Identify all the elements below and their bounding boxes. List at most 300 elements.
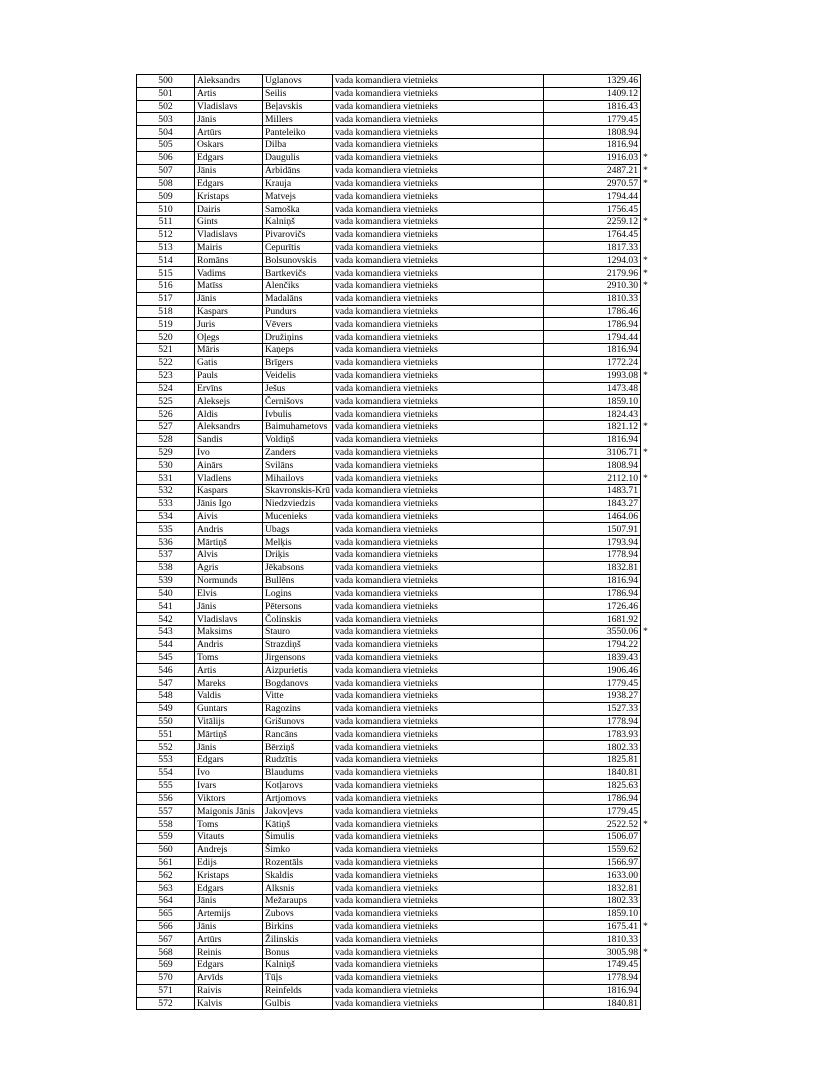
table-row (137, 702, 654, 715)
row-number-cell: 571 (137, 984, 195, 997)
asterisk-mark (641, 766, 654, 779)
amount-cell: 1794.44 (544, 190, 641, 203)
asterisk-mark: * (643, 152, 648, 164)
first-name-cell: Reinis (195, 946, 263, 959)
row-number-cell: 527 (137, 420, 195, 433)
amount-cell: 1808.94 (544, 459, 641, 472)
asterisk-mark (641, 139, 654, 152)
position-cell: vada komandiera vietnieks (333, 87, 544, 100)
last-name-cell: Kotļarovs (263, 779, 333, 792)
first-name-cell: Edgars (195, 754, 263, 767)
position-cell: vada komandiera vietnieks (333, 690, 544, 703)
amount-cell: 2487.21 (544, 164, 641, 177)
table-row (137, 920, 654, 933)
row-number-cell: 510 (137, 203, 195, 216)
table-row (137, 549, 654, 562)
first-name-cell: Edgars (195, 882, 263, 895)
asterisk-mark (641, 395, 654, 408)
first-name-cell: Matīss (195, 280, 263, 293)
amount-cell: 1483.71 (544, 485, 641, 498)
amount-cell: 1825.63 (544, 779, 641, 792)
asterisk-mark (641, 356, 654, 369)
row-number-cell: 558 (137, 818, 195, 831)
row-number-cell: 520 (137, 331, 195, 344)
position-cell: vada komandiera vietnieks (333, 843, 544, 856)
table-row (137, 241, 654, 254)
last-name-cell: Seilis (263, 87, 333, 100)
position-cell: vada komandiera vietnieks (333, 190, 544, 203)
last-name-cell: Rancāns (263, 728, 333, 741)
row-number-cell: 526 (137, 408, 195, 421)
table-row (137, 203, 654, 216)
position-cell: vada komandiera vietnieks (333, 241, 544, 254)
table-row (137, 882, 654, 895)
last-name-cell: Kātiņš (263, 818, 333, 831)
last-name-cell: Blaudums (263, 766, 333, 779)
table-row (137, 510, 654, 523)
amount-cell: 1816.94 (544, 984, 641, 997)
row-number-cell: 560 (137, 843, 195, 856)
first-name-cell: Kalvis (195, 997, 263, 1010)
row-number-cell: 509 (137, 190, 195, 203)
position-cell: vada komandiera vietnieks (333, 139, 544, 152)
amount-cell: 2910.30 (544, 280, 641, 293)
position-cell: vada komandiera vietnieks (333, 933, 544, 946)
row-number-cell: 501 (137, 87, 195, 100)
asterisk-mark (641, 305, 654, 318)
first-name-cell: Raivis (195, 984, 263, 997)
row-number-cell: 537 (137, 549, 195, 562)
first-name-cell: Kristaps (195, 190, 263, 203)
position-cell: vada komandiera vietnieks (333, 395, 544, 408)
amount-cell: 1808.94 (544, 126, 641, 139)
amount-cell: 1802.33 (544, 895, 641, 908)
asterisk-mark (641, 984, 654, 997)
last-name-cell: Šimko (263, 843, 333, 856)
amount-cell: 1816.94 (544, 574, 641, 587)
last-name-cell: Uglanovs (263, 75, 333, 88)
position-cell: vada komandiera vietnieks (333, 959, 544, 972)
last-name-cell: Pētersons (263, 600, 333, 613)
row-number-cell: 538 (137, 561, 195, 574)
amount-cell: 1778.94 (544, 715, 641, 728)
asterisk-mark (641, 433, 654, 446)
position-cell: vada komandiera vietnieks (333, 126, 544, 139)
last-name-cell: Driķis (263, 549, 333, 562)
row-number-cell: 551 (137, 728, 195, 741)
table-row (137, 792, 654, 805)
amount-cell: 1566.97 (544, 856, 641, 869)
position-cell: vada komandiera vietnieks (333, 561, 544, 574)
position-cell: vada komandiera vietnieks (333, 228, 544, 241)
last-name-cell: Žilinskis (263, 933, 333, 946)
table-row (137, 331, 654, 344)
asterisk-mark: * (643, 280, 648, 292)
first-name-cell: Vitālijs (195, 715, 263, 728)
amount-cell: 1786.94 (544, 587, 641, 600)
position-cell: vada komandiera vietnieks (333, 574, 544, 587)
amount-cell: 1794.22 (544, 638, 641, 651)
first-name-cell: Edgars (195, 151, 263, 164)
first-name-cell: Aivis (195, 510, 263, 523)
amount-cell: 1633.00 (544, 869, 641, 882)
position-cell: vada komandiera vietnieks (333, 715, 544, 728)
last-name-cell: Reinfelds (263, 984, 333, 997)
position-cell: vada komandiera vietnieks (333, 536, 544, 549)
position-cell: vada komandiera vietnieks (333, 215, 544, 228)
last-name-cell: Pivarovičs (263, 228, 333, 241)
row-number-cell: 540 (137, 587, 195, 600)
amount-cell: 1810.33 (544, 933, 641, 946)
amount-cell: 1779.45 (544, 113, 641, 126)
row-number-cell: 557 (137, 805, 195, 818)
table-row (137, 933, 654, 946)
position-cell: vada komandiera vietnieks (333, 318, 544, 331)
row-number-cell: 504 (137, 126, 195, 139)
first-name-cell: Alvis (195, 549, 263, 562)
last-name-cell: Melķis (263, 536, 333, 549)
last-name-cell: Samoška (263, 203, 333, 216)
table-row (137, 113, 654, 126)
amount-cell: 1507.91 (544, 523, 641, 536)
first-name-cell: Guntars (195, 702, 263, 715)
position-cell: vada komandiera vietnieks (333, 203, 544, 216)
first-name-cell: Ivars (195, 779, 263, 792)
asterisk-mark: * (643, 177, 648, 189)
position-cell: vada komandiera vietnieks (333, 869, 544, 882)
row-number-cell: 548 (137, 690, 195, 703)
position-cell: vada komandiera vietnieks (333, 344, 544, 357)
first-name-cell: Mārtiņš (195, 536, 263, 549)
amount-cell: 1840.81 (544, 766, 641, 779)
first-name-cell: Edgars (195, 959, 263, 972)
last-name-cell: Daugulis (263, 151, 333, 164)
last-name-cell: Zanders (263, 446, 333, 459)
last-name-cell: Kaņeps (263, 344, 333, 357)
asterisk-mark (641, 113, 654, 126)
row-number-cell: 545 (137, 651, 195, 664)
first-name-cell: Jānis (195, 113, 263, 126)
asterisk-mark (641, 241, 654, 254)
employee-table (136, 74, 654, 1010)
position-cell: vada komandiera vietnieks (333, 946, 544, 959)
row-number-cell: 553 (137, 754, 195, 767)
row-number-cell: 532 (137, 485, 195, 498)
asterisk-mark (641, 638, 654, 651)
amount-cell: 1816.94 (544, 344, 641, 357)
amount-cell: 1839.43 (544, 651, 641, 664)
first-name-cell: Andris (195, 523, 263, 536)
first-name-cell: Kaspars (195, 485, 263, 498)
table-row (137, 408, 654, 421)
asterisk-mark (641, 728, 654, 741)
last-name-cell: Družiņins (263, 331, 333, 344)
row-number-cell: 507 (137, 164, 195, 177)
first-name-cell: Ivo (195, 766, 263, 779)
position-cell: vada komandiera vietnieks (333, 818, 544, 831)
last-name-cell: Millers (263, 113, 333, 126)
last-name-cell: Cepurītis (263, 241, 333, 254)
last-name-cell: Mucenieks (263, 510, 333, 523)
position-cell: vada komandiera vietnieks (333, 510, 544, 523)
asterisk-mark (641, 587, 654, 600)
asterisk-mark: * (643, 946, 648, 958)
last-name-cell: Bartkevičs (263, 267, 333, 280)
first-name-cell: Toms (195, 651, 263, 664)
first-name-cell: Kaspars (195, 305, 263, 318)
row-number-cell: 533 (137, 497, 195, 510)
first-name-cell: Vladislavs (195, 613, 263, 626)
table-row (137, 741, 654, 754)
position-cell: vada komandiera vietnieks (333, 331, 544, 344)
table-row (137, 574, 654, 587)
last-name-cell: Skavronskis-Krū (263, 485, 333, 498)
row-number-cell: 515 (137, 267, 195, 280)
asterisk-mark (641, 75, 654, 88)
first-name-cell: Vladislavs (195, 228, 263, 241)
table-body (137, 75, 654, 1010)
position-cell: vada komandiera vietnieks (333, 741, 544, 754)
position-cell: vada komandiera vietnieks (333, 984, 544, 997)
first-name-cell: Jānis (195, 292, 263, 305)
asterisk-mark (641, 408, 654, 421)
table-row (137, 254, 654, 267)
asterisk-mark (641, 497, 654, 510)
asterisk-mark (641, 292, 654, 305)
first-name-cell: Viktors (195, 792, 263, 805)
asterisk-mark (641, 574, 654, 587)
asterisk-mark (641, 664, 654, 677)
table-row (137, 75, 654, 88)
last-name-cell: Niedzviedzis (263, 497, 333, 510)
amount-cell: 1802.33 (544, 741, 641, 754)
row-number-cell: 552 (137, 741, 195, 754)
table-row (137, 779, 654, 792)
asterisk-mark (641, 907, 654, 920)
last-name-cell: Jakovļevs (263, 805, 333, 818)
first-name-cell: Romāns (195, 254, 263, 267)
asterisk-mark (641, 318, 654, 331)
row-number-cell: 565 (137, 907, 195, 920)
amount-cell: 1726.46 (544, 600, 641, 613)
amount-cell: 1559.62 (544, 843, 641, 856)
table-row (137, 690, 654, 703)
first-name-cell: Vladlens (195, 472, 263, 485)
row-number-cell: 563 (137, 882, 195, 895)
position-cell: vada komandiera vietnieks (333, 177, 544, 190)
amount-cell: 1817.33 (544, 241, 641, 254)
row-number-cell: 508 (137, 177, 195, 190)
table-row (137, 485, 654, 498)
table-row (137, 87, 654, 100)
last-name-cell: Vēvers (263, 318, 333, 331)
row-number-cell: 519 (137, 318, 195, 331)
asterisk-mark: * (643, 267, 648, 279)
first-name-cell: Jānis (195, 600, 263, 613)
amount-cell: 1464.06 (544, 510, 641, 523)
table-row (137, 190, 654, 203)
last-name-cell: Baimuhametovs (263, 420, 333, 433)
asterisk-mark: * (643, 818, 648, 830)
amount-cell: 2179.96 (544, 267, 641, 280)
asterisk-mark (641, 754, 654, 767)
table-row (137, 561, 654, 574)
table-row (137, 728, 654, 741)
amount-cell: 1527.33 (544, 702, 641, 715)
position-cell: vada komandiera vietnieks (333, 151, 544, 164)
position-cell: vada komandiera vietnieks (333, 805, 544, 818)
asterisk-mark (641, 779, 654, 792)
first-name-cell: Artis (195, 87, 263, 100)
first-name-cell: Juris (195, 318, 263, 331)
asterisk-mark (641, 549, 654, 562)
table-row (137, 997, 654, 1010)
position-cell: vada komandiera vietnieks (333, 792, 544, 805)
table-row (137, 818, 654, 831)
last-name-cell: Ragozins (263, 702, 333, 715)
first-name-cell: Mārtiņš (195, 728, 263, 741)
row-number-cell: 549 (137, 702, 195, 715)
position-cell: vada komandiera vietnieks (333, 305, 544, 318)
last-name-cell: Matvejs (263, 190, 333, 203)
asterisk-mark (641, 792, 654, 805)
amount-cell: 2522.52 (544, 818, 641, 831)
position-cell: vada komandiera vietnieks (333, 459, 544, 472)
amount-cell: 1824.43 (544, 408, 641, 421)
asterisk-mark: * (643, 421, 648, 433)
position-cell: vada komandiera vietnieks (333, 664, 544, 677)
amount-cell: 1681.92 (544, 613, 641, 626)
table-row (137, 228, 654, 241)
table-row (137, 395, 654, 408)
table-row (137, 177, 654, 190)
amount-cell: 1794.44 (544, 331, 641, 344)
table-row (137, 420, 654, 433)
row-number-cell: 554 (137, 766, 195, 779)
document-page (136, 74, 654, 1010)
last-name-cell: Mihailovs (263, 472, 333, 485)
amount-cell: 1859.10 (544, 907, 641, 920)
amount-cell: 1786.46 (544, 305, 641, 318)
table-row (137, 625, 654, 638)
row-number-cell: 559 (137, 830, 195, 843)
position-cell: vada komandiera vietnieks (333, 549, 544, 562)
first-name-cell: Jānis (195, 741, 263, 754)
amount-cell: 1821.12 (544, 420, 641, 433)
row-number-cell: 530 (137, 459, 195, 472)
first-name-cell: Toms (195, 818, 263, 831)
first-name-cell: Ervīns (195, 382, 263, 395)
first-name-cell: Sandis (195, 433, 263, 446)
last-name-cell: Kalniņš (263, 959, 333, 972)
last-name-cell: Strazdiņš (263, 638, 333, 651)
amount-cell: 3005.98 (544, 946, 641, 959)
row-number-cell: 572 (137, 997, 195, 1010)
row-number-cell: 524 (137, 382, 195, 395)
position-cell: vada komandiera vietnieks (333, 382, 544, 395)
asterisk-mark (641, 651, 654, 664)
position-cell: vada komandiera vietnieks (333, 830, 544, 843)
position-cell: vada komandiera vietnieks (333, 613, 544, 626)
row-number-cell: 522 (137, 356, 195, 369)
row-number-cell: 525 (137, 395, 195, 408)
row-number-cell: 539 (137, 574, 195, 587)
table-row (137, 869, 654, 882)
position-cell: vada komandiera vietnieks (333, 113, 544, 126)
last-name-cell: Stauro (263, 625, 333, 638)
position-cell: vada komandiera vietnieks (333, 280, 544, 293)
last-name-cell: Vitte (263, 690, 333, 703)
last-name-cell: Madalāns (263, 292, 333, 305)
table-row (137, 638, 654, 651)
first-name-cell: Gatis (195, 356, 263, 369)
table-row (137, 754, 654, 767)
row-number-cell: 566 (137, 920, 195, 933)
amount-cell: 1825.81 (544, 754, 641, 767)
asterisk-mark (641, 228, 654, 241)
asterisk-mark (641, 830, 654, 843)
table-row (137, 164, 654, 177)
last-name-cell: Gulbis (263, 997, 333, 1010)
last-name-cell: Šimulis (263, 830, 333, 843)
asterisk-mark: * (643, 216, 648, 228)
amount-cell: 1859.10 (544, 395, 641, 408)
first-name-cell: Gints (195, 215, 263, 228)
first-name-cell: Ivo (195, 446, 263, 459)
amount-cell: 1906.46 (544, 664, 641, 677)
last-name-cell: Grišunovs (263, 715, 333, 728)
table-row (137, 446, 654, 459)
first-name-cell: Mairis (195, 241, 263, 254)
first-name-cell: Edgars (195, 177, 263, 190)
amount-cell: 1329.46 (544, 75, 641, 88)
last-name-cell: Rozentāls (263, 856, 333, 869)
asterisk-mark (641, 933, 654, 946)
amount-cell: 1783.93 (544, 728, 641, 741)
table-row (137, 536, 654, 549)
row-number-cell: 528 (137, 433, 195, 446)
amount-cell: 1816.94 (544, 433, 641, 446)
row-number-cell: 521 (137, 344, 195, 357)
position-cell: vada komandiera vietnieks (333, 75, 544, 88)
amount-cell: 1779.45 (544, 805, 641, 818)
row-number-cell: 564 (137, 895, 195, 908)
asterisk-mark (641, 600, 654, 613)
asterisk-mark (641, 536, 654, 549)
asterisk-mark (641, 805, 654, 818)
last-name-cell: Ivbulis (263, 408, 333, 421)
row-number-cell: 513 (137, 241, 195, 254)
asterisk-mark: * (643, 165, 648, 177)
asterisk-mark (641, 126, 654, 139)
position-cell: vada komandiera vietnieks (333, 497, 544, 510)
last-name-cell: Kalniņš (263, 215, 333, 228)
asterisk-mark (641, 882, 654, 895)
table-row (137, 305, 654, 318)
table-row (137, 497, 654, 510)
amount-cell: 1832.81 (544, 882, 641, 895)
amount-cell: 1675.41 (544, 920, 641, 933)
position-cell: vada komandiera vietnieks (333, 651, 544, 664)
first-name-cell: Normunds (195, 574, 263, 587)
first-name-cell: Edijs (195, 856, 263, 869)
position-cell: vada komandiera vietnieks (333, 446, 544, 459)
asterisk-mark (641, 843, 654, 856)
row-number-cell: 534 (137, 510, 195, 523)
position-cell: vada komandiera vietnieks (333, 779, 544, 792)
amount-cell: 2970.57 (544, 177, 641, 190)
table-row (137, 433, 654, 446)
